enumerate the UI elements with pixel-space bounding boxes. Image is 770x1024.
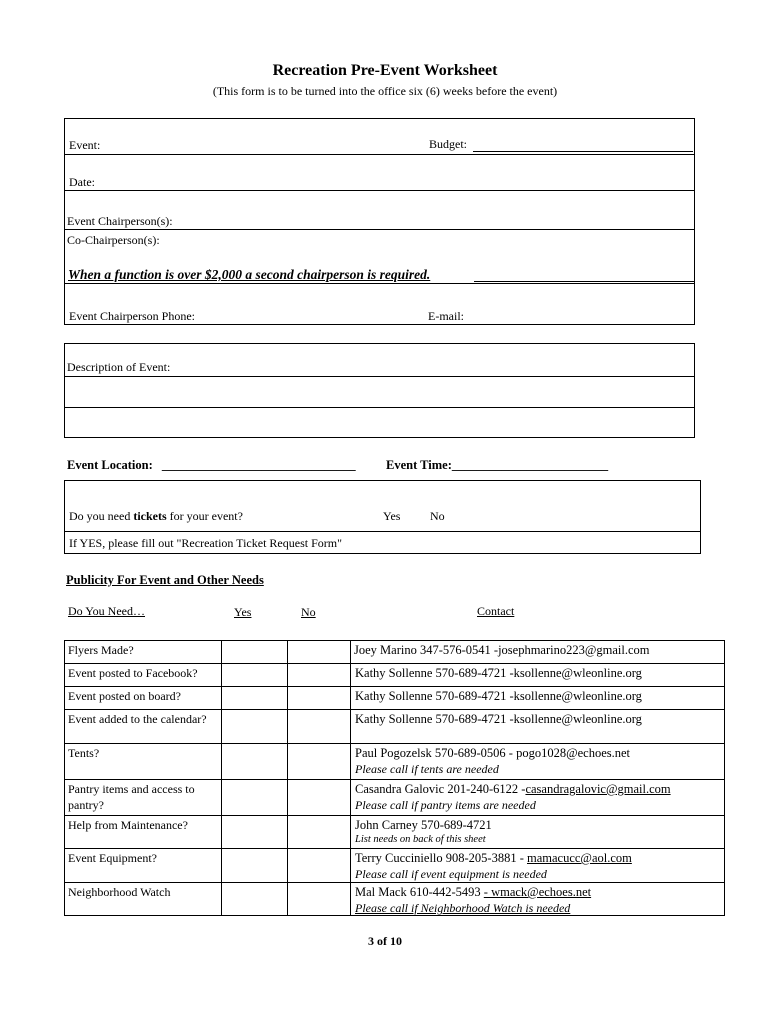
second-chair-requirement: When a function is over $2,000 a second chairperson is required. [68, 267, 431, 282]
requirement-underline [474, 281, 694, 282]
table-row-note: List needs on back of this sheet [355, 834, 486, 845]
contact-email-link[interactable]: - wmack@echoes.net [483, 885, 592, 899]
col-contact-header: Contact [477, 604, 515, 618]
col-no-header: No [301, 605, 316, 619]
table-row-contact: Mal Mack 610-442-5493 - wmack@echoes.net [355, 885, 592, 899]
contact-email-link[interactable]: mamacucc@aol.com [527, 851, 632, 865]
tickets-yes: Yes [383, 509, 401, 523]
table-row-note: Please call if Neighborhood Watch is needed [355, 901, 571, 915]
row-divider [64, 686, 725, 687]
event-time-text: Event Time: [386, 458, 452, 472]
table-row-contact: Paul Pogozelsk 570-689-0506 - pogo1028@echoes.net [355, 746, 631, 760]
tickets-if-yes: If YES, please fill out "Recreation Ticket Request Form" [69, 536, 342, 550]
tickets-question: Do you need tickets for your event? [69, 509, 243, 523]
event-time-label [386, 458, 608, 473]
email-label: E-mail: [428, 309, 464, 323]
column-divider [221, 640, 222, 916]
row-divider [64, 882, 725, 883]
divider [64, 229, 695, 230]
divider [64, 376, 695, 377]
table-row-contact: Casandra Galovic 201-240-6122 -casandragalovic@gmail.com [355, 782, 671, 796]
table-row-need: Pantry items and access to pantry? [68, 782, 195, 812]
row-divider [64, 743, 725, 744]
table-row-contact: Kathy Sollenne 570-689-4721 -ksollenne@wleonline.org [355, 666, 642, 680]
event-location-blank: _______________________________ [161, 458, 356, 472]
column-divider [287, 640, 288, 916]
phone-label: Event Chairperson Phone: [69, 309, 195, 323]
event-time-blank: _________________________ [451, 458, 609, 472]
table-row-contact: Kathy Sollenne 570-689-4721 -ksollenne@wleonline.org [355, 712, 642, 726]
event-label: Event: [69, 138, 101, 152]
table-row-contact: John Carney 570-689-4721 [355, 818, 492, 832]
event-location-label [67, 458, 356, 473]
table-row-need: Flyers Made? [68, 643, 134, 657]
divider [64, 531, 701, 532]
row-divider [64, 815, 725, 816]
divider [64, 190, 695, 191]
chairperson-label: Event Chairperson(s): [67, 214, 173, 228]
table-row-need: Event added to the calendar? [68, 712, 207, 726]
table-row-note: Please call if event equipment is needed [355, 867, 547, 881]
page-number: 3 of 10 [368, 934, 402, 948]
table-row-need: Help from Maintenance? [68, 818, 188, 832]
row-divider [64, 848, 725, 849]
page-title: Recreation Pre-Event Worksheet [272, 62, 498, 79]
table-row-need: Event Equipment? [68, 851, 157, 865]
table-row-note: Please call if pantry items are needed [355, 798, 536, 812]
budget-label: Budget: [429, 137, 467, 151]
divider [64, 283, 695, 284]
row-divider [64, 709, 725, 710]
divider [64, 154, 695, 155]
table-row-contact: Joey Marino 347-576-0541 -josephmarino223@gmail.com [354, 643, 650, 657]
contact-email-link[interactable]: casandragalovic@gmail.com [525, 782, 671, 796]
tickets-bold: tickets [133, 509, 167, 523]
table-row-note: Please call if tents are needed [355, 762, 499, 776]
description-box [64, 343, 695, 438]
table-row-need: Event posted on board? [68, 689, 181, 703]
row-divider [64, 663, 725, 664]
description-label: Description of Event: [67, 360, 171, 374]
col-yes-header: Yes [234, 605, 252, 619]
col-need-header: Do You Need… [68, 604, 146, 618]
divider [64, 407, 695, 408]
event-location-text: Event Location: [67, 458, 153, 472]
publicity-heading: Publicity For Event and Other Needs [66, 573, 264, 587]
tickets-no: No [430, 509, 445, 523]
table-row-need: Tents? [68, 746, 100, 760]
co-chairperson-label: Co-Chairperson(s): [67, 233, 160, 247]
table-row-contact: Kathy Sollenne 570-689-4721 -ksollenne@wleonline.org [355, 689, 642, 703]
table-row-need: Neighborhood Watch [68, 885, 171, 899]
page-subtitle: (This form is to be turned into the office six (6) weeks before the event) [212, 84, 558, 98]
table-row-need: Event posted to Facebook? [68, 666, 198, 680]
row-divider [64, 779, 725, 780]
date-label: Date: [69, 175, 95, 189]
budget-blank [473, 151, 693, 152]
column-divider [350, 640, 351, 916]
table-row-contact: Terry Cucciniello 908-205-3881 - mamacucc@aol.com [355, 851, 632, 865]
